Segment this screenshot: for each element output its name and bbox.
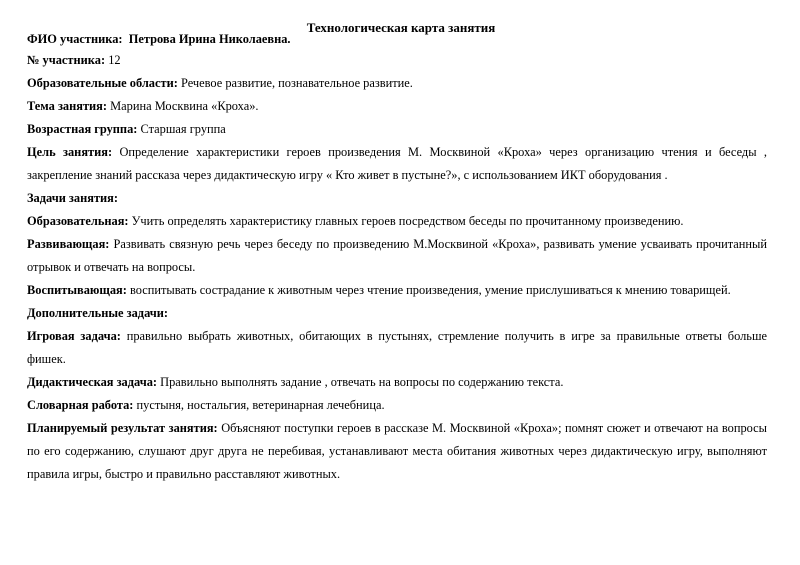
developing-task-value: Развивать связную речь через беседу по произведению М.Москвиной «Кроха», развивать умение усваивать прочитанный отрывок и отвечать на вопросы. [27, 237, 768, 274]
didactic-task-paragraph [27, 371, 767, 394]
educational-areas-label: Образовательные области: [27, 76, 178, 90]
developing-task-paragraph [27, 233, 767, 279]
educational-areas-value: Речевое развитие, познавательное развитие. [180, 76, 413, 90]
participant-name-label: ФИО участника: [27, 32, 123, 46]
planned-result-value: Объясняют поступки героев в рассказе М. Москвиной «Кроха»; помнят сюжет и отвечают на вопросы по его содержанию, слушают друг друга не перебивая, устанавливают места обитания животных через дидактическую игру, выполняют правила игры, быстро и правильно расставляют животных. [27, 421, 767, 481]
age-group-value: Старшая группа [140, 122, 226, 136]
lesson-topic-line [27, 95, 767, 118]
age-group-line [27, 118, 767, 141]
didactic-task-label: Дидактическая задача: [27, 375, 158, 389]
upbringing-task-value: воспитывать сострадание к животным через чтение произведения, умение прислушиваться к мнению товарищей. [129, 283, 731, 297]
vocabulary-work-label: Словарная работа: [27, 398, 134, 412]
upbringing-task-label: Воспитывающая: [27, 283, 127, 297]
additional-tasks-heading: Дополнительные задачи: [27, 306, 169, 320]
lesson-topic-label: Тема занятия: [27, 99, 108, 113]
lesson-topic-value: Марина Москвина «Кроха». [110, 99, 259, 113]
vocabulary-work-paragraph [27, 394, 767, 417]
tasks-heading-line [27, 187, 767, 210]
game-task-paragraph [27, 325, 767, 371]
lesson-goal-label: Цель занятия: [27, 145, 113, 159]
educational-task-value: Учить определять характеристику главных героев посредством беседы по прочитанному произведению. [131, 214, 684, 228]
educational-task-label: Образовательная: [27, 214, 129, 228]
didactic-task-value: Правильно выполнять задание , отвечать на вопросы по содержанию текста. [160, 375, 564, 389]
educational-task-paragraph [27, 210, 767, 233]
game-task-value: правильно выбрать животных, обитающих в пустынях, стремление получить в игре за правильные ответы больше фишек. [27, 329, 767, 366]
developing-task-label: Развивающая: [27, 237, 110, 251]
planned-result-paragraph [27, 417, 767, 486]
educational-areas-line [27, 72, 767, 95]
document-title: Технологическая карта занятия [306, 20, 496, 35]
participant-number-value: 12 [108, 53, 121, 67]
tasks-heading: Задачи занятия: [27, 191, 118, 205]
participant-name-value: Петрова Ирина Николаевна. [128, 32, 291, 46]
lesson-goal-value: Определение характеристики героев произведения М. Москвиной «Кроха» через организацию чтения и беседы , закрепление знаний рассказа через дидактическую игру « Кто живет в пустыне?», с использованием ИКТ оборудования . [27, 145, 767, 182]
age-group-label: Возрастная группа: [27, 122, 138, 136]
game-task-label: Игровая задача: [27, 329, 121, 343]
vocabulary-work-value: пустыня, ностальгия, ветеринарная лечебница. [136, 398, 385, 412]
lesson-goal-paragraph [27, 141, 767, 187]
document-page [27, 20, 767, 486]
additional-tasks-heading-line [27, 302, 767, 325]
planned-result-label: Планируемый результат занятия: [27, 421, 218, 435]
participant-number-label: № участника: [27, 53, 106, 67]
upbringing-task-paragraph [27, 279, 767, 302]
participant-number-line [27, 49, 767, 72]
